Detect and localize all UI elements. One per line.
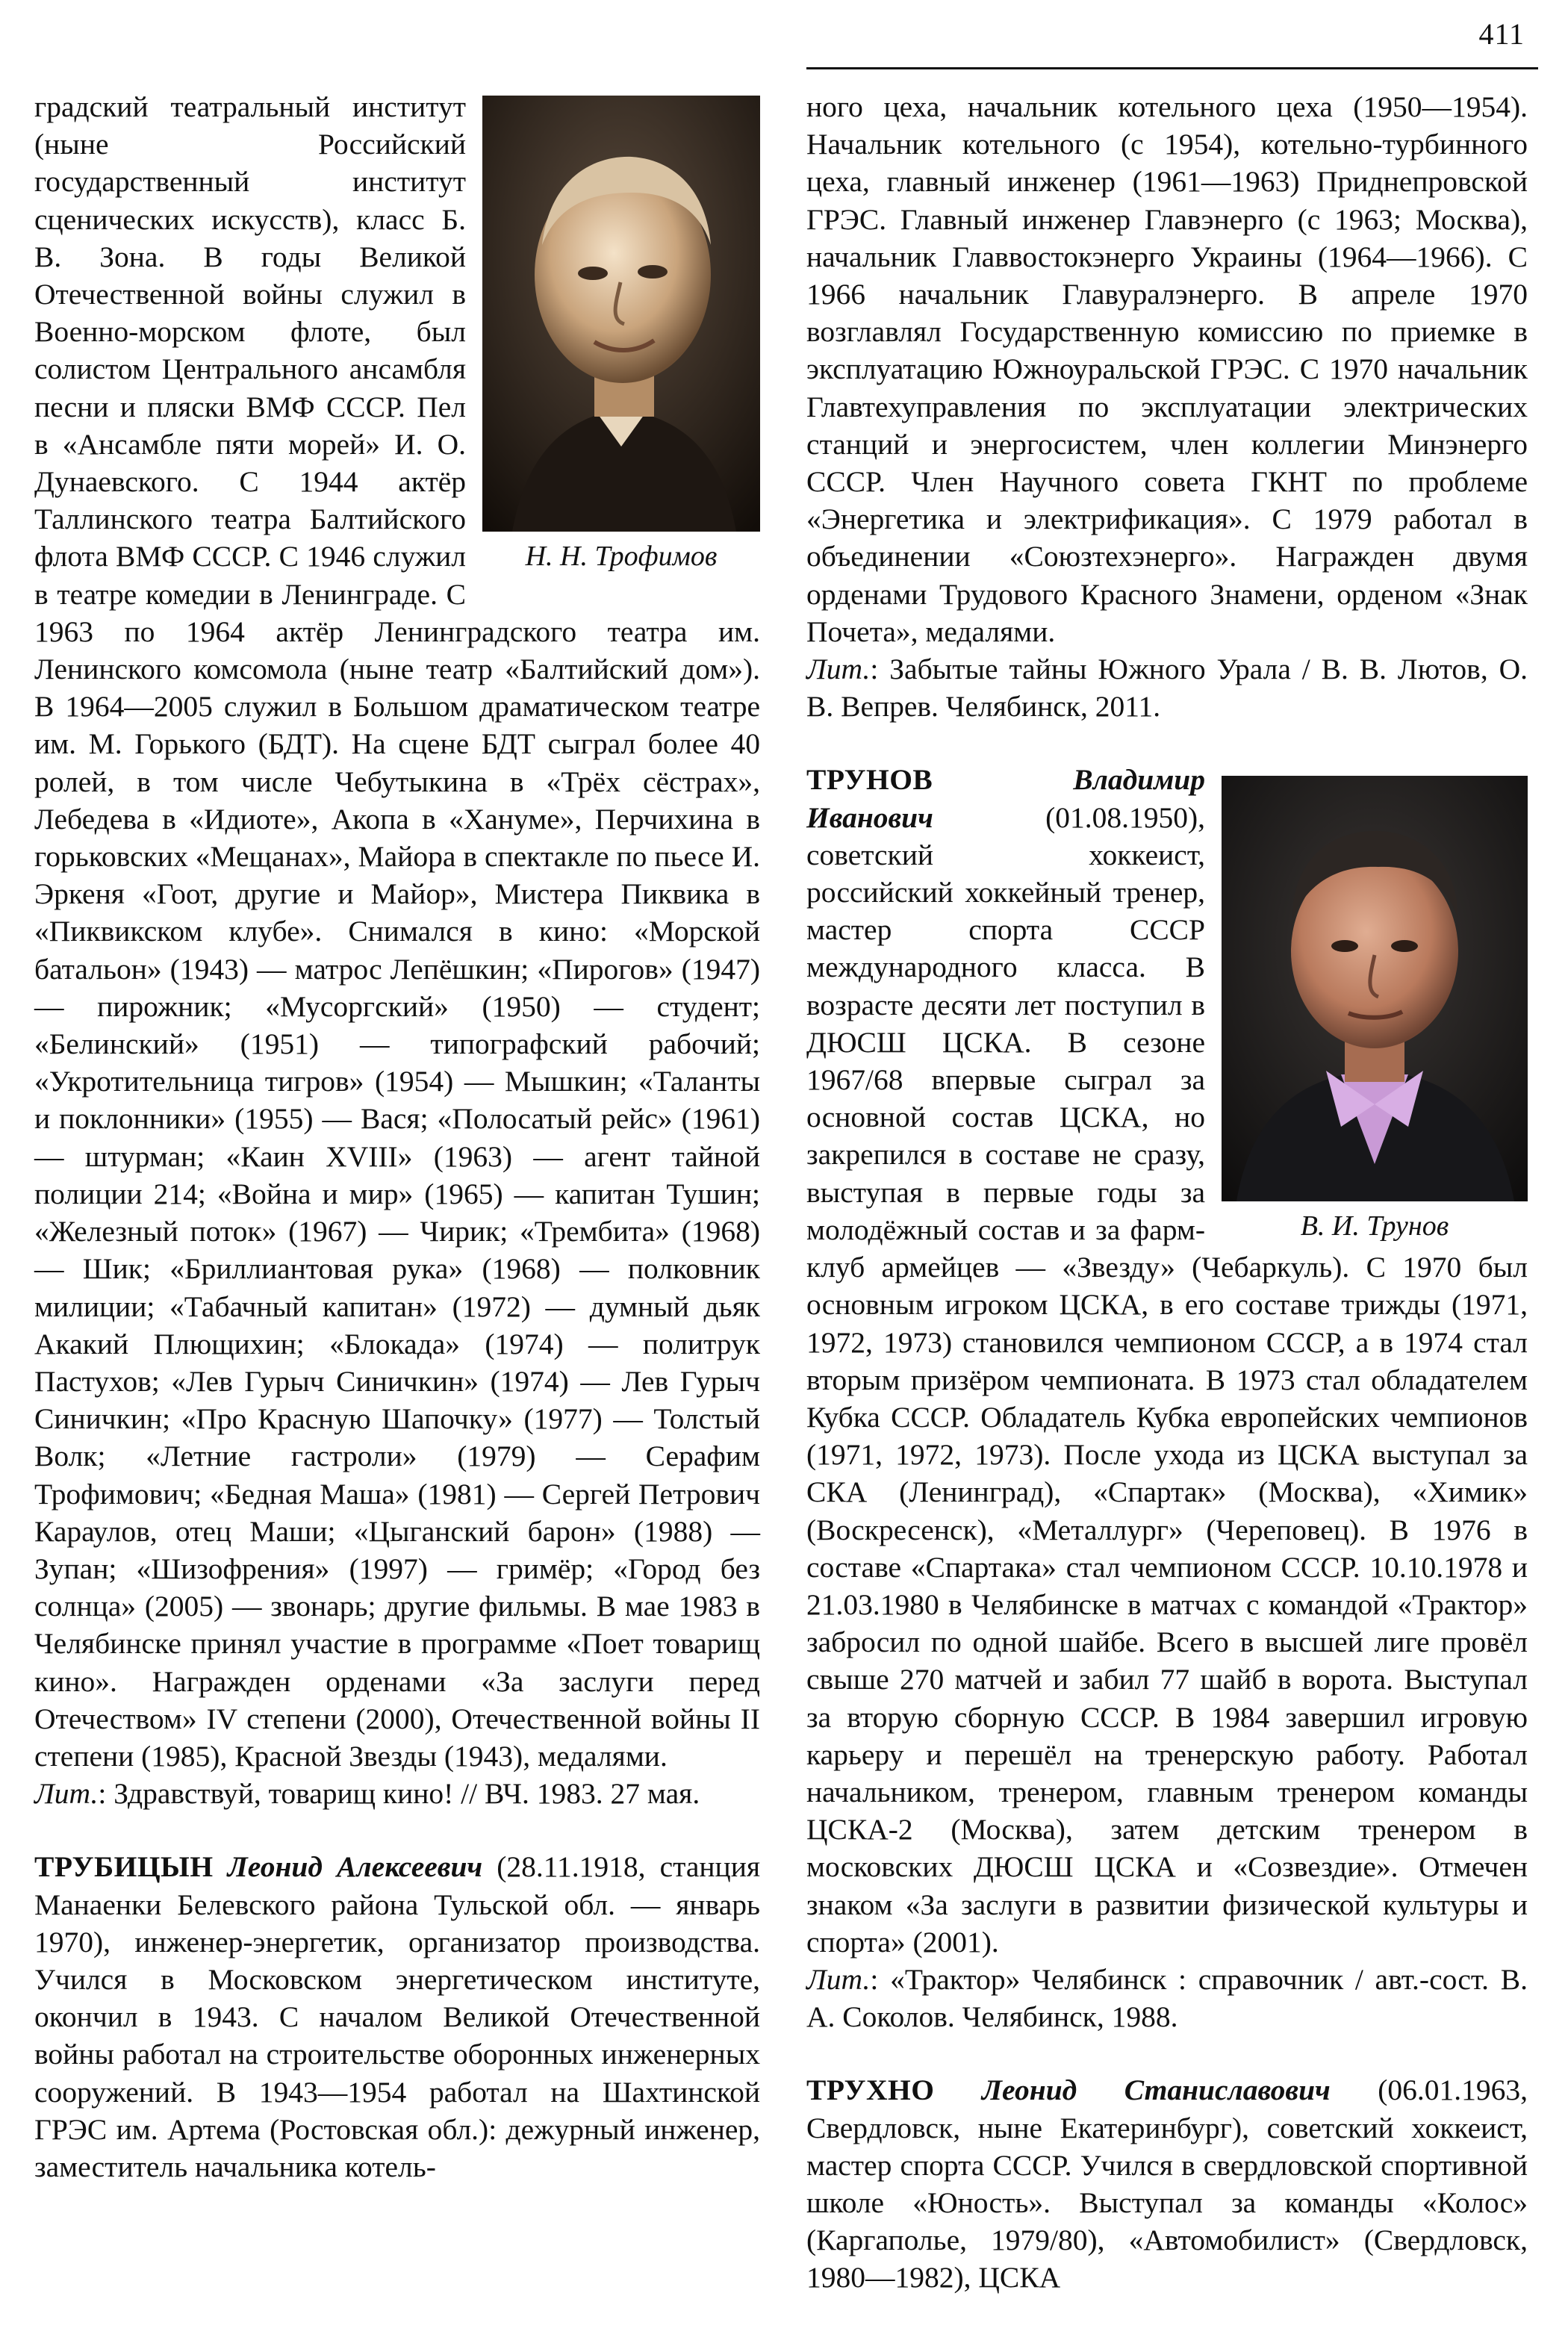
portrait-trofimov xyxy=(482,96,760,532)
photo-caption-trofimov: Н. Н. Трофимов xyxy=(525,541,718,572)
entry-text: (28.11.1918, станция Манаенки Белевского района Тульской обл. — январь 1970), инженер-энергетик, организатор производства. Учился в Московском энергетическом институте, окончил в 1943. С началом Великой Отечественной войны работал на строительстве оборонных инженерных сооружений. В 1943—1954 работал на Шахтинской ГРЭС им. Артема (Ростовская обл.): дежурный инженер, заместитель начальника котель- xyxy=(34,1850,760,2183)
entry-text: (06.01.1963, Свердловск, ныне Екатеринбург), советский хоккеист, мастер спорта СССР. Учился в свердловской спортивной школе «Юность». Выступал за команды «Колос» (Каргаполье, 1979/80), «Автомобилист» (Свердловск, 1980—1982), ЦСКА xyxy=(806,2073,1528,2295)
lit-label: Лит. xyxy=(806,653,871,686)
lit-label: Лит. xyxy=(34,1777,99,1811)
left-column xyxy=(34,88,760,2321)
photo-trofimov xyxy=(482,96,760,573)
page-number: 411 xyxy=(1478,17,1525,51)
lit-text: : Здравствуй, товарищ кино! // ВЧ. 1983. 27 мая. xyxy=(98,1777,700,1811)
entry-given-names: Владимир Иванович xyxy=(806,763,1205,834)
literature-trubitsyn xyxy=(806,650,1528,725)
entry-trunov xyxy=(806,761,1528,1961)
lit-text: : Забытые тайны Южного Урала / В. В. Лютов, О. В. Вепрев. Челябинск, 2011. xyxy=(806,653,1528,724)
entry-trubitsyn xyxy=(34,1848,760,2185)
photo-trunov xyxy=(1222,776,1528,1243)
lit-text: : «Трактор» Челябинск : справочник / авт.-сост. В. А. Соколов. Челябинск, 1988. xyxy=(806,1962,1528,2034)
photo-caption-trunov: В. И. Трунов xyxy=(1300,1210,1449,1242)
literature-trofimov xyxy=(34,1775,760,1812)
header-rule xyxy=(806,67,1538,69)
entry-trukhno xyxy=(806,2071,1528,2296)
entry-text: (01.08.1950), советский хоккеист, российский хоккейный тренер, мастер спорта СССР международного класса. В возрасте десяти лет поступил в ДЮСШ ЦСКА. В сезоне 1967/68 впервые сыграл за основной состав ЦСКА, но закрепился в составе не сразу, выступая в первые годы за молодёжный состав и за фарм-клуб армейцев — «Звезду» (Чебаркуль). С 1970 был основным игроком ЦСКА, в его составе трижды (1971, 1972, 1973) становился чемпионом СССР, а в 1974 стал вторым призёром чемпионата. В 1973 стал обладателем Кубка СССР. Обладатель Кубка европейских чемпионов (1971, 1972, 1973). После ухода из ЦСКА выступал за СКА (Ленинград), «Спартак» (Москва), «Химик» (Воскресенск), «Металлург» (Череповец). В 1976 в составе «Спартака» стал чемпионом СССР. 10.10.1978 и 21.03.1980 в Челябинске в матчах с командой «Трактор» забросил по одной шайбе. Всего в высшей лиге провёл свыше 270 матчей и забил 77 шайб в ворота. Выступал за вторую сборную СССР. В 1984 завершил игровую карьеру и перешёл на тренерскую работу. Работал начальником, тренером, главным тренером команды ЦСКА-2 (Москва), затем детским тренером в московских ДЮСШ ЦСКА и «Созвездие». Отмечен знаком «За заслуги в развитии физической культуры и спорта» (2001). xyxy=(806,800,1528,1959)
literature-trunov xyxy=(806,1961,1528,2035)
right-column xyxy=(806,88,1528,2321)
article-text-trubitsyn-cont: ного цеха, начальник котельного цеха (1950—1954). Начальник котельного (с 1954), котельно-турбинного цеха, главный инженер (1961—1963) Приднепровской ГРЭС. Главный инженер Главэнерго (с 1963; Москва), начальник Главвостокэнерго Украины (1964—1966). С 1966 начальник Главуралэнерго. В апреле 1970 возглавлял Государственную комиссию по приемке в эксплуатацию Южноуральской ГРЭС. С 1970 начальник Главтехуправления по эксплуатации электрических станций и энергосистем, член коллегии Минэнерго СССР. Член Научного совета ГКНТ по проблеме «Энергетика и электрификация». С 1979 работал в объединении «Союзтехэнерго». Награжден двумя орденами Трудового Красного Знамени, орденом «Знак Почета», медалями. xyxy=(806,90,1528,648)
entry-given-names: Леонид Станиславович xyxy=(981,2073,1331,2107)
entry-surname: ТРУНОВ xyxy=(806,763,933,797)
portrait-trunov xyxy=(1222,776,1528,1201)
entry-given-names: Леонид Алексеевич xyxy=(227,1850,483,1884)
entry-surname: ТРУБИЦЫН xyxy=(34,1850,214,1884)
article-text-trofimov: градский театральный институт (ныне Российский государственный институт сценических искусств), класс Б. В. Зона. В годы Великой Отечественной войны служил в Военно-морском флоте, был солистом Центрального ансамбля песни и пляски ВМФ СССР. Пел в «Ансамбле пяти морей» И. О. Дунаевского. С 1944 актёр Таллинского театра Балтийского флота ВМФ СССР. С 1946 служил в театре комедии в Ленинграде. С 1963 по 1964 актёр Ленинградского театра им. Ленинского комсомола (ныне театр «Балтийский дом»). В 1964—2005 служил в Большом драматическом театре им. М. Горького (БДТ). На сцене БДТ сыграл более 40 ролей, в том числе Чебутыкина в «Трёх сёстрах», Лебедева в «Идиоте», Акопа в «Хануме», Перчихина в горьковских «Мещанах», Майора в спектакле по пьесе И. Эркеня «Гоот, другие и Майор», Мистера Пиквика в «Пиквикском клубе». Снимался в кино: «Морской батальон» (1943) — матрос Лепёшкин; «Пирогов» (1947) — пирожник; «Мусоргский» (1950) — студент; «Белинский» (1951) — типографский рабочий; «Укротительница тигров» (1954) — Мышкин; «Таланты и поклонники» (1955) — Вася; «Полосатый рейс» (1961) — штурман; «Каин XVIII» (1963) — агент тайной полиции 214; «Война и мир» (1965) — капитан Тушин; «Железный поток» (1967) — Чирик; «Трембита» (1968) — Шик; «Бриллиантовая рука» (1968) — полковник милиции; «Табачный капитан» (1972) — думный дьяк Акакий Плющихин; «Блокада» (1974) — политрук Пастухов; «Лев Гурыч Синичкин» (1974) — Лев Гурыч Синичкин; «Про Красную Шапочку» (1977) — Толстый Волк; «Летние гастроли» (1979) — Серафим Трофимович; «Бедная Маша» (1981) — Сергей Петрович Караулов, отец Маши; «Цыганский барон» (1988) — Зупан; «Шизофрения» (1997) — гримёр; «Город без солнца» (2005) — звонарь; другие фильмы. В мае 1983 в Челябинске принял участие в программе «Поет товарищ кино». Награжден орденами «За заслуги перед Отечеством» IV степени (2000), Отечественной войны II степени (1985), Красной Звезды (1943), медалями. xyxy=(34,90,760,1773)
lit-label: Лит. xyxy=(806,1962,871,1996)
entry-surname: ТРУХНО xyxy=(806,2073,935,2107)
